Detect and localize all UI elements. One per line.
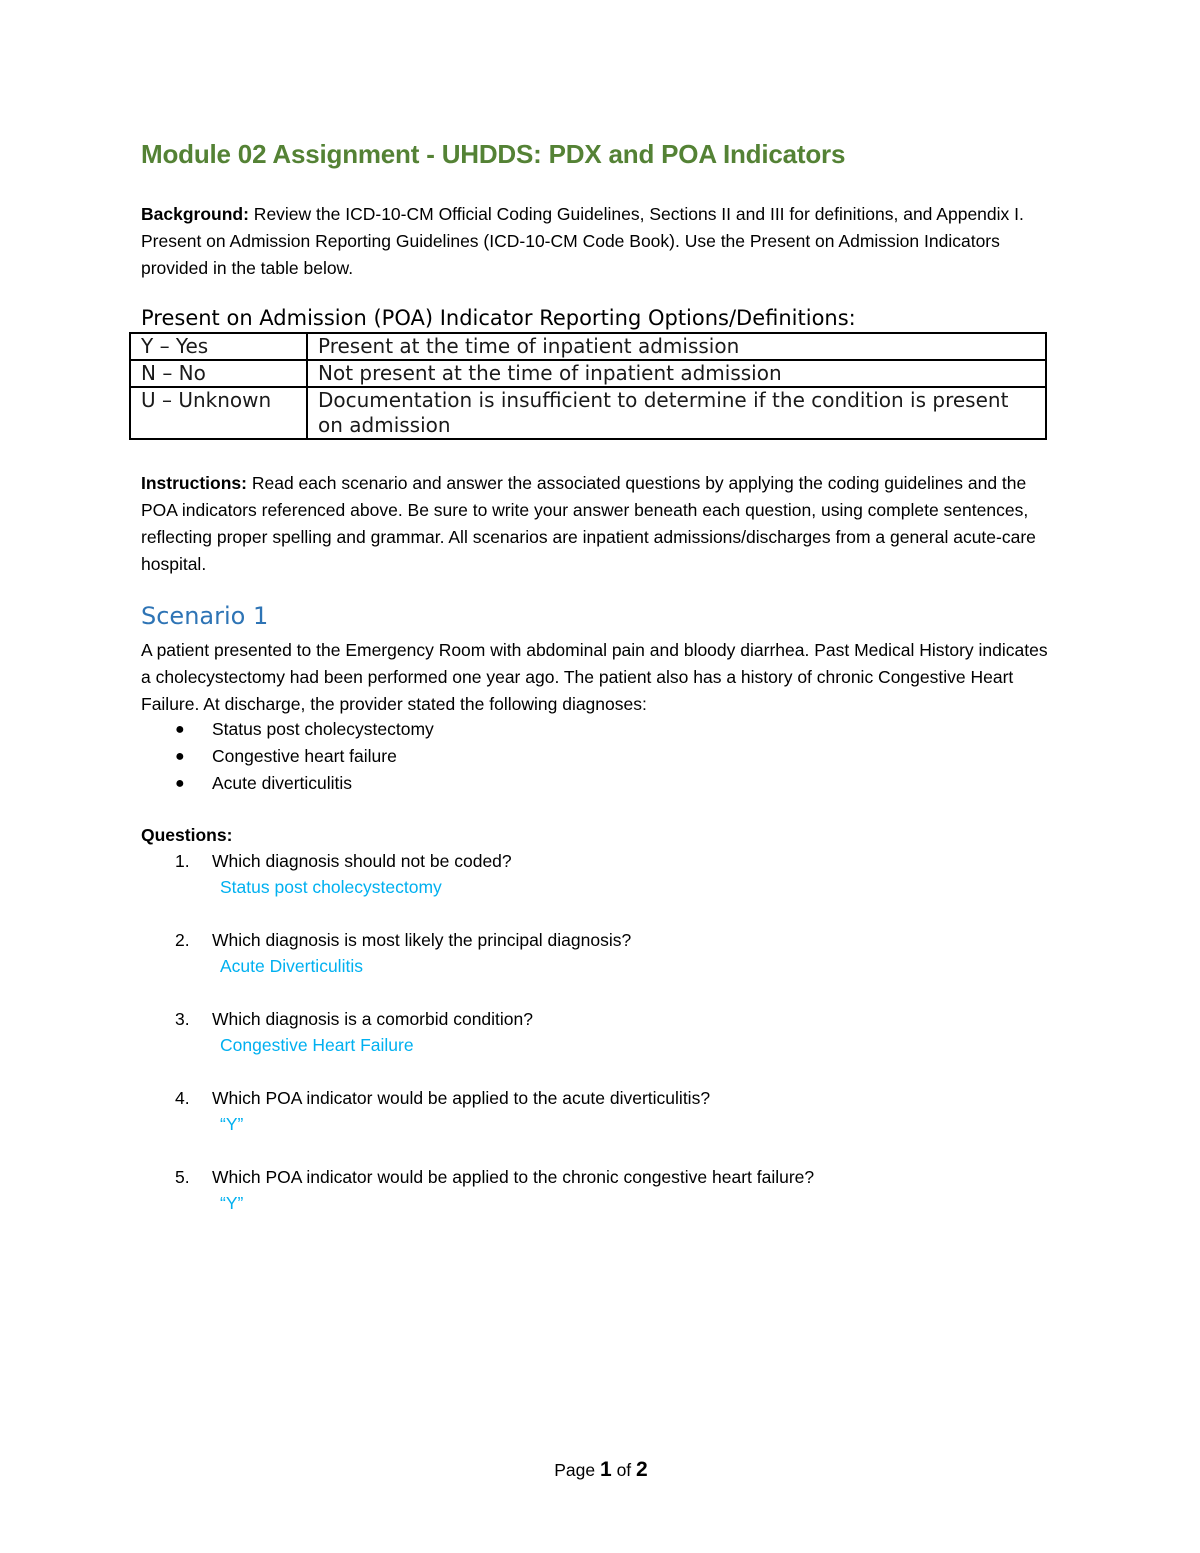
- footer-of-word: of: [616, 1460, 632, 1480]
- page-footer: [141, 1456, 1061, 1484]
- document-title: Module 02 Assignment - UHDDS: PDX and POA Indicators: [141, 139, 846, 169]
- answer-text: Acute Diverticulitis: [220, 956, 363, 976]
- poa-code: U – Unknown: [130, 387, 307, 439]
- poa-table: [129, 332, 1047, 440]
- poa-code: Y – Yes: [130, 333, 307, 360]
- diagnosis-text: Congestive heart failure: [212, 746, 397, 766]
- answer-text: “Y”: [220, 1193, 244, 1213]
- answer-text: Status post cholecystectomy: [220, 877, 442, 897]
- question-number: 4.: [175, 1088, 190, 1108]
- poa-code: N – No: [130, 360, 307, 387]
- answer-text: “Y”: [220, 1114, 244, 1134]
- question-text: Which POA indicator would be applied to the chronic congestive heart failure?: [212, 1167, 815, 1187]
- poa-table-heading: Present on Admission (POA) Indicator Reporting Options/Definitions:: [141, 306, 856, 330]
- poa-definition: Not present at the time of inpatient admission: [307, 360, 1046, 387]
- question-text: Which diagnosis is most likely the principal diagnosis?: [212, 930, 632, 950]
- table-row: [130, 333, 1046, 360]
- question-text: Which POA indicator would be applied to the acute diverticulitis?: [212, 1088, 711, 1108]
- answer-text: Congestive Heart Failure: [220, 1035, 414, 1055]
- questions-label: Questions:: [141, 825, 233, 845]
- scenario-title: Scenario 1: [141, 602, 269, 630]
- question-number: 5.: [175, 1167, 190, 1187]
- instructions-text: Read each scenario and answer the associated questions by applying the coding guidelines and the POA indicators referenced above. Be sure to write your answer beneath each question, using complete sentences, reflecting proper spelling and grammar. All scenarios are inpatient admissions/discharges from a general acute-care hospital.: [141, 473, 1036, 574]
- diagnosis-text: Status post cholecystectomy: [212, 719, 434, 739]
- footer-page-word: Page: [554, 1460, 596, 1480]
- table-row: [130, 360, 1046, 387]
- document-page: [141, 0, 1053, 1553]
- diagnosis-text: Acute diverticulitis: [212, 773, 353, 793]
- list-item: [141, 770, 434, 797]
- diagnoses-list: [141, 716, 434, 797]
- scenario-text: A patient presented to the Emergency Room with abdominal pain and bloody diarrhea. Past Medical History indicates a cholecystectomy had been performed one year ago. The patient also has a history of chronic Congestive Heart Failure. At discharge, the provider stated the following diagnoses:: [141, 640, 1048, 714]
- list-item: [141, 743, 434, 770]
- bullet-icon: ●: [175, 748, 185, 765]
- footer-current-page: 1: [600, 1458, 612, 1481]
- bullet-icon: ●: [175, 721, 185, 738]
- background-text: Review the ICD-10-CM Official Coding Guidelines, Sections II and III for definitions, and Appendix I. Present on Admission Reporting Guidelines (ICD-10-CM Code Book). Use the Present on Admission Indicators provided in the table below.: [141, 204, 1024, 278]
- footer-total-pages: 2: [636, 1458, 648, 1481]
- background-label: Background:: [141, 204, 249, 224]
- question-number: 1.: [175, 851, 190, 871]
- bullet-icon: ●: [175, 775, 185, 792]
- poa-definition: Present at the time of inpatient admission: [307, 333, 1046, 360]
- background-paragraph: [141, 201, 1051, 282]
- instructions-label: Instructions:: [141, 473, 247, 493]
- instructions-paragraph: [141, 470, 1053, 578]
- poa-definition: Documentation is insufficient to determine if the condition is present on admission: [307, 387, 1046, 439]
- question-number: 2.: [175, 930, 190, 950]
- table-row: [130, 387, 1046, 439]
- question-text: Which diagnosis should not be coded?: [212, 851, 512, 871]
- question-text: Which diagnosis is a comorbid condition?: [212, 1009, 533, 1029]
- question-number: 3.: [175, 1009, 190, 1029]
- list-item: [141, 716, 434, 743]
